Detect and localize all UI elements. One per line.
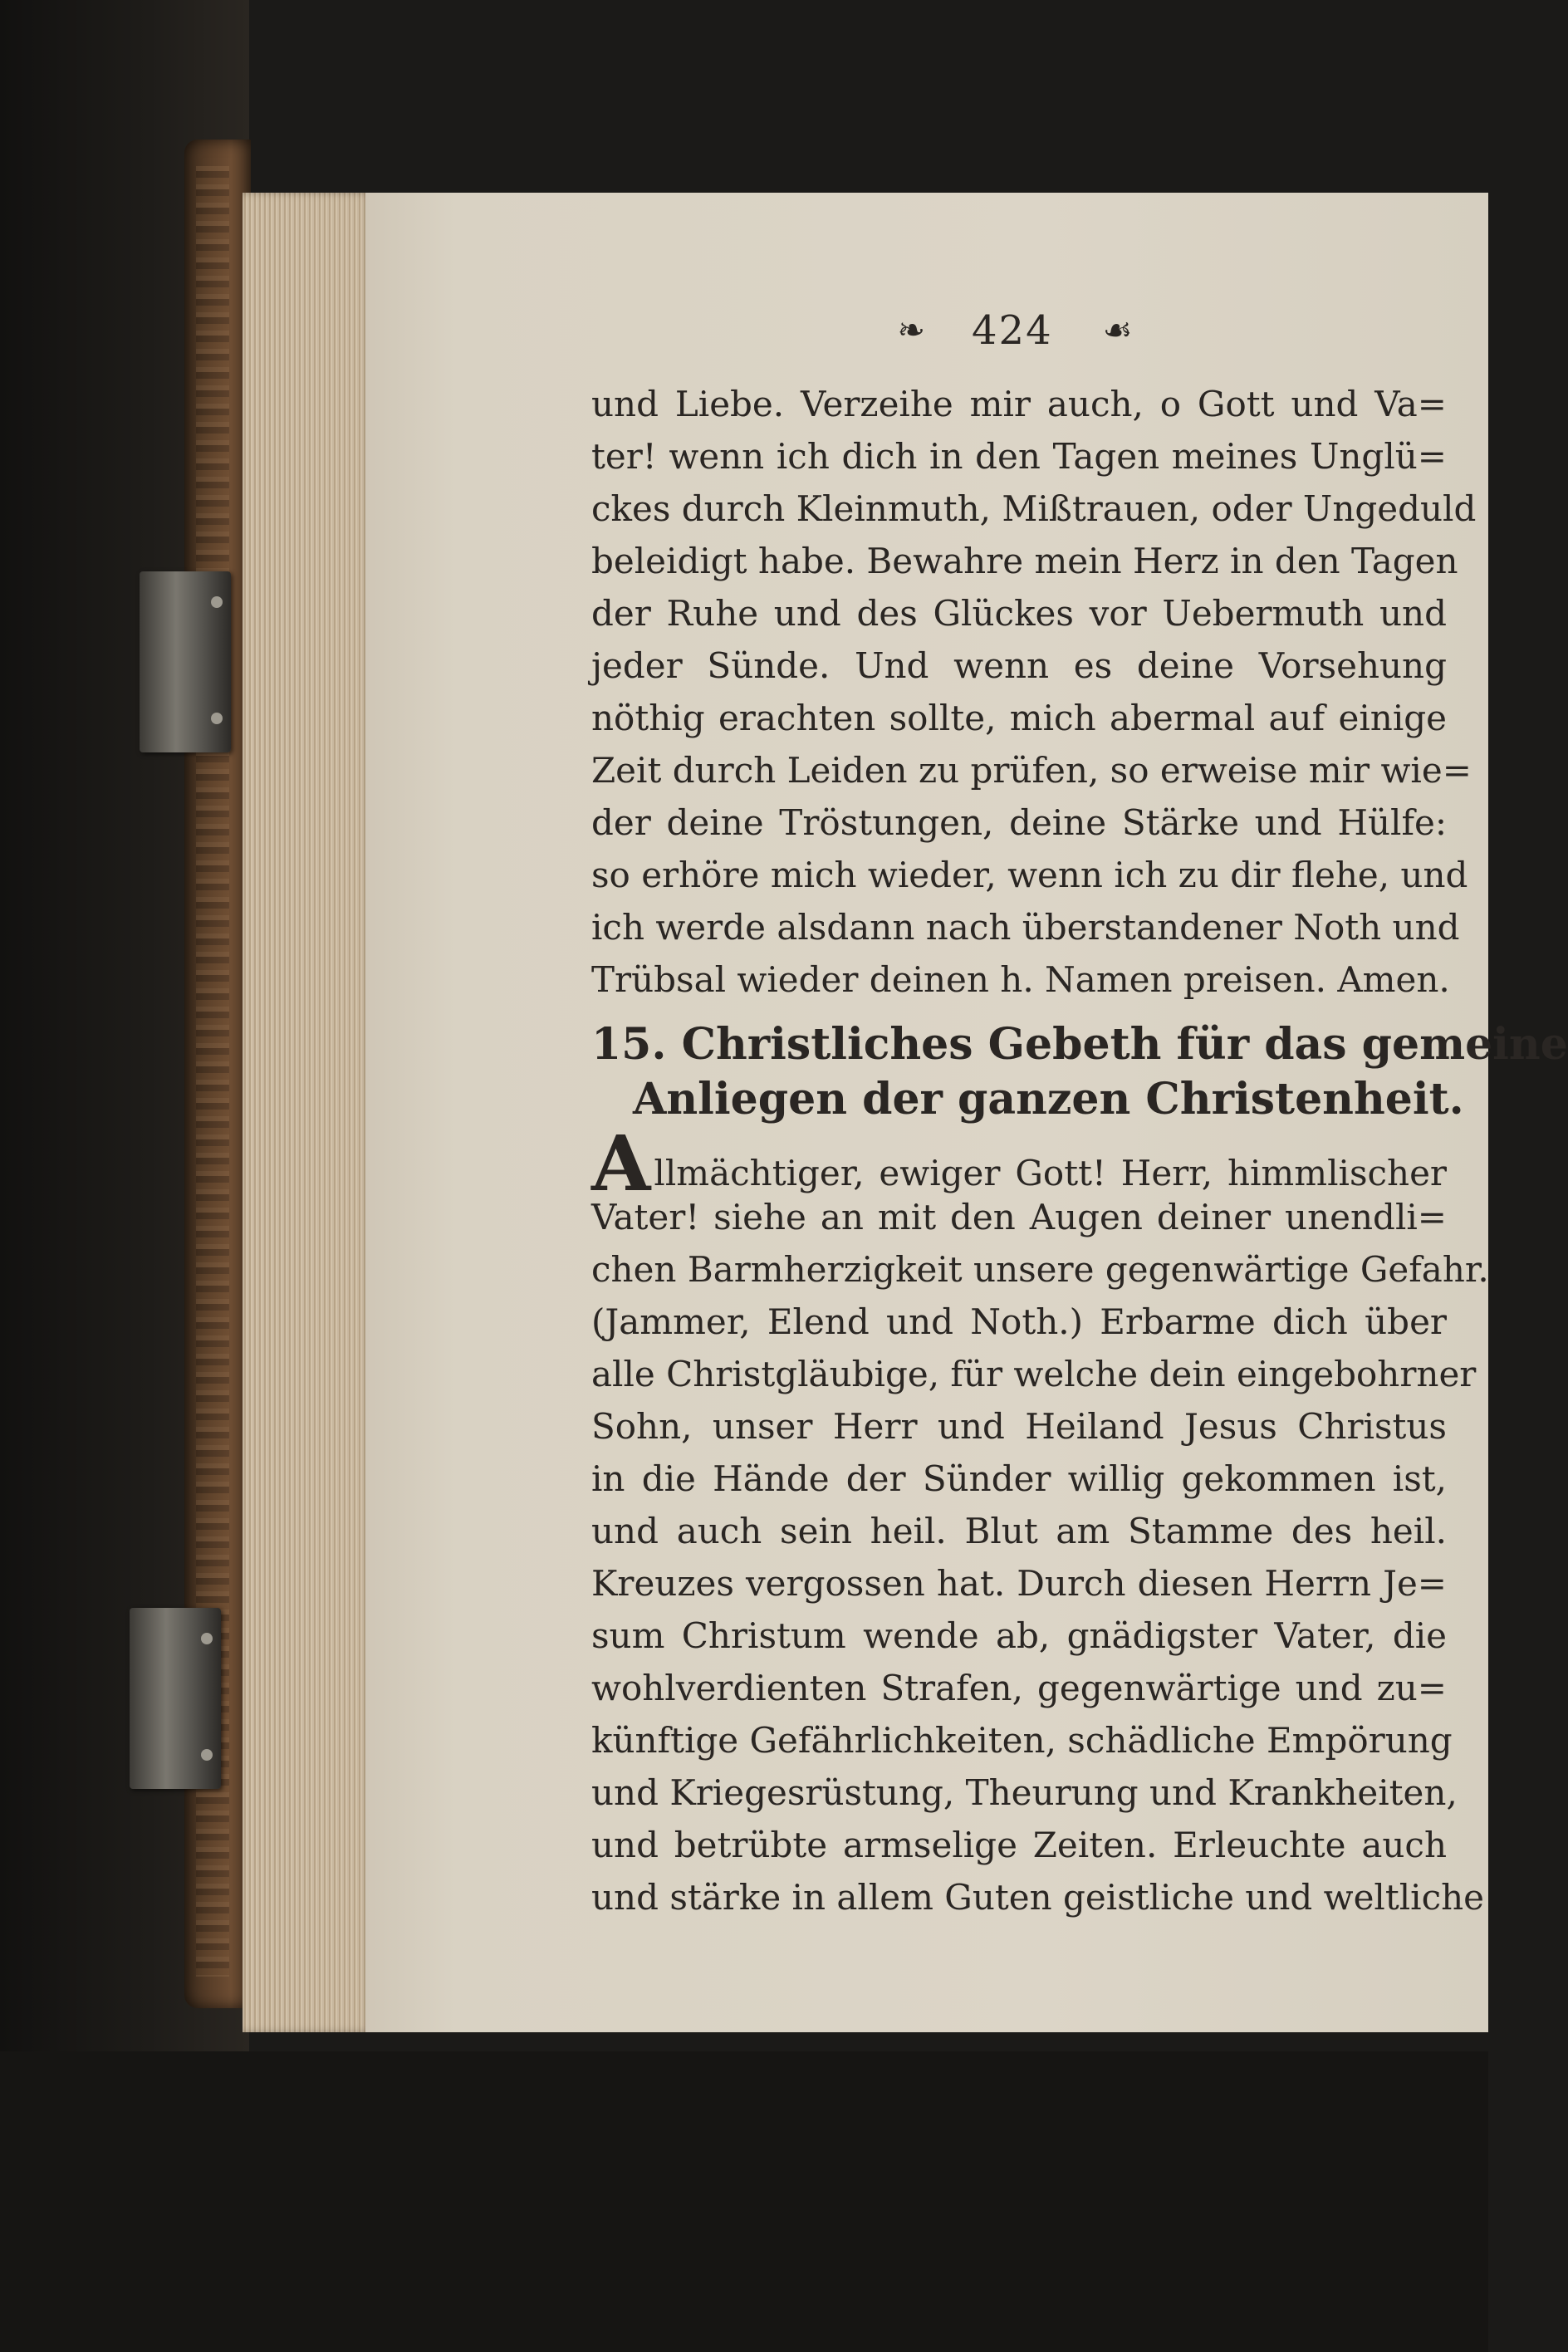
drop-cap: A <box>591 1119 651 1208</box>
text-line: der Ruhe und des Glückes vor Uebermuth und <box>591 593 1447 634</box>
text-line: ckes durch Kleinmuth, Mißtrauen, oder Ungeduld <box>591 488 1477 529</box>
text-line: chen Barmherzigkeit unsere gegenwärtige Gefahr. <box>591 1249 1489 1290</box>
text-line: der deine Tröstungen, deine Stärke und Hülfe: <box>591 802 1447 843</box>
text-line: in die Hände der Sünder willig gekommen ist, <box>591 1458 1447 1499</box>
text-line: und betrübte armselige Zeiten. Erleuchte auch <box>591 1825 1447 1865</box>
book-clasp-top <box>140 571 231 752</box>
ornament-right-icon: ☙ <box>1102 311 1129 350</box>
text-line: ter! wenn ich dich in den Tagen meines Unglü= <box>591 436 1447 477</box>
page-edges <box>243 193 374 2032</box>
text-line: (Jammer, Elend und Noth.) Erbarme dich über <box>591 1301 1447 1342</box>
clasp-rivet <box>201 1749 213 1761</box>
text-line: und Kriegesrüstung, Theurung und Krankheiten, <box>591 1772 1458 1813</box>
text-line: Trübsal wieder deinen h. Namen preisen. Amen. <box>591 959 1450 1000</box>
book-clasp-bottom <box>130 1608 221 1789</box>
page-number: 424 <box>972 307 1053 354</box>
section-heading: 15. Christliches Gebeth für das gemeine <box>591 1019 1568 1070</box>
text-line: alle Christgläubige, für welche dein eingebohrner <box>591 1354 1477 1394</box>
text-line: nöthig erachten sollte, mich abermal auf einige <box>591 698 1447 738</box>
text-line: Sohn, unser Herr und Heiland Jesus Christus <box>591 1406 1447 1447</box>
text-line: Vater! siehe an mit den Augen deiner unendli= <box>591 1197 1447 1237</box>
clasp-rivet <box>211 713 223 724</box>
text-line: Kreuzes vergossen hat. Durch diesen Herrn Je= <box>591 1563 1447 1604</box>
prayer-first-line <box>591 1119 1447 1208</box>
page-text <box>591 378 1568 1923</box>
text-line: jeder Sünde. Und wenn es deine Vorsehung <box>591 645 1447 686</box>
text-line: beleidigt habe. Bewahre mein Herz in den Tagen <box>591 541 1458 581</box>
first-line-text: llmächtiger, ewiger Gott! Herr, himmlischer <box>654 1153 1447 1193</box>
page-header <box>831 306 1196 355</box>
text-line: ich werde alsdann nach überstandener Noth und <box>591 907 1460 948</box>
text-line: künftige Gefährlichkeiten, schädliche Empörung <box>591 1720 1453 1761</box>
text-line: und Liebe. Verzeihe mir auch, o Gott und Va= <box>591 384 1447 424</box>
text-line: Zeit durch Leiden zu prüfen, so erweise mir wie= <box>591 750 1472 791</box>
text-line: und auch sein heil. Blut am Stamme des heil. <box>591 1511 1447 1551</box>
text-line: und stärke in allem Guten geistliche und weltliche <box>591 1877 1485 1918</box>
clasp-rivet <box>211 596 223 608</box>
text-line: sum Christum wende ab, gnädigster Vater, die <box>591 1615 1447 1656</box>
ornament-left-icon: ❧ <box>897 311 923 350</box>
clasp-rivet <box>201 1633 213 1644</box>
section-heading-continued: Anliegen der ganzen Christenheit. <box>633 1074 1464 1125</box>
background-bottom <box>0 2051 1488 2352</box>
text-line: wohlverdienten Strafen, gegenwärtige und zu= <box>591 1668 1447 1708</box>
text-line: so erhöre mich wieder, wenn ich zu dir flehe, und <box>591 855 1468 895</box>
